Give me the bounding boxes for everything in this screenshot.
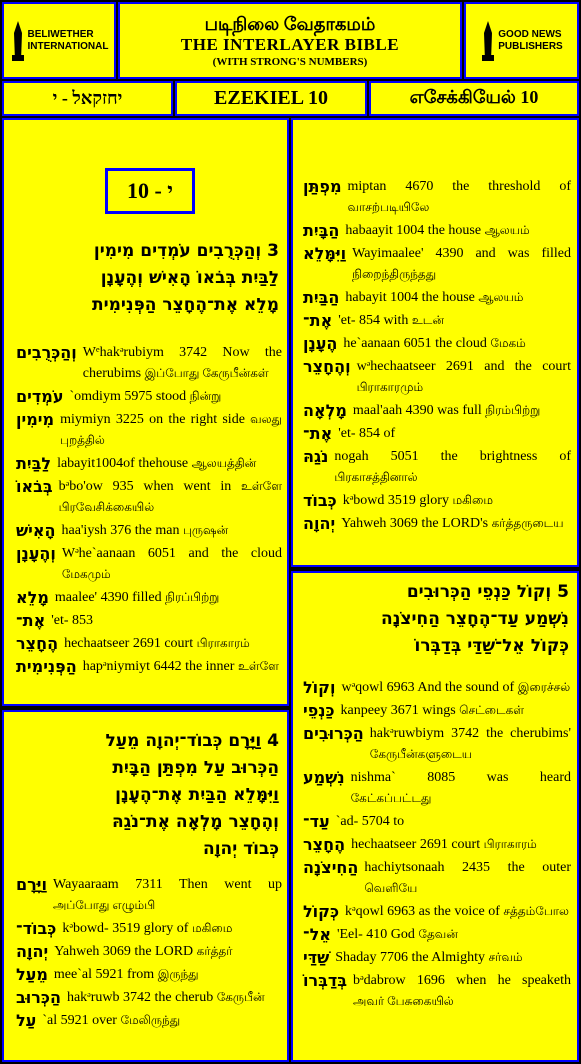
hebrew-line: כְּקוֹל אֵל־שַׁדַּי בְּדַבְּרוֹ	[414, 636, 569, 656]
verse3-entries	[16, 342, 282, 679]
tamil-gloss: மகிமை	[191, 921, 233, 935]
verse5-panel	[291, 571, 579, 1062]
english-gloss: habaayit 1004 the house	[345, 223, 482, 238]
gloss	[337, 924, 458, 945]
hebrew-word: וְהַכְּרֻבִים	[16, 343, 77, 362]
hebrew-word: כַּנְפֵי	[303, 701, 335, 720]
gloss	[83, 656, 279, 677]
tamil-gloss: ஆலயம்	[484, 223, 530, 237]
english-gloss: nogah 5051 the brightness of	[334, 449, 571, 464]
gloss	[353, 970, 571, 1012]
word-entry	[303, 176, 571, 218]
gloss	[348, 176, 571, 218]
word-entry	[303, 947, 571, 968]
word-entry	[16, 633, 282, 654]
hebrew-word: עַד־	[303, 812, 330, 831]
hebrew-word: לַבַּיִת	[16, 454, 52, 473]
gloss	[55, 587, 219, 608]
word-entry	[16, 987, 282, 1008]
gloss	[62, 918, 232, 939]
left-logo-line2: INTERNATIONAL	[27, 40, 109, 52]
english-gloss: he`aanaan 6051 the cloud	[343, 336, 487, 351]
hebrew-word: בְּבֹאוֹ	[16, 477, 53, 496]
hebrew-word: אֶת־	[16, 611, 46, 630]
book-english: EZEKIEL 10	[175, 81, 367, 116]
gloss	[64, 633, 250, 654]
hebrew-word: וַיִּמָּלֵא	[303, 244, 347, 263]
subtitle: (WITH STRONG'S NUMBERS)	[212, 55, 368, 68]
gloss	[57, 453, 256, 474]
tamil-gloss: ஆலயத்தின்	[191, 456, 257, 470]
english-gloss: hapᵊniymiyt 6442 the inner	[82, 659, 235, 674]
hebrew-word: עֹמְדִים	[16, 387, 64, 406]
word-entry	[303, 446, 571, 488]
hebrew-word: נֹגַהּ	[303, 447, 329, 466]
hebrew-word: יְהוָה	[16, 942, 49, 961]
tower-icon	[10, 21, 26, 61]
word-entry	[16, 453, 282, 474]
word-entry	[303, 287, 571, 308]
english-gloss: haa'iysh 376 the man	[61, 523, 180, 538]
hebrew-word: בְּדַבְּרוֹ	[303, 971, 348, 990]
tamil-gloss: உடன்	[411, 313, 444, 327]
tamil-gloss: தேவன்	[418, 927, 458, 941]
gloss	[351, 767, 571, 809]
english-gloss: bᵊdabrow 1696 when he speaketh	[353, 973, 571, 988]
hebrew-line: כְּבוֹד יְהוָה	[203, 839, 279, 859]
right-logo-line1: GOOD NEWS	[498, 28, 562, 40]
hebrew-word: מָלְאָה	[303, 401, 347, 420]
hebrew-word: יְהוָה	[303, 514, 336, 533]
english-gloss: wᵊhechaatseer 2691 and the court	[356, 359, 571, 374]
hebrew-line: לַבַּיִת בְּבֹאוֹ הָאִישׁ וְהֶעָנָן	[100, 268, 279, 288]
word-entry	[303, 924, 571, 945]
tamil-gloss: சர்வம்	[488, 950, 523, 964]
word-entry	[16, 941, 282, 962]
english-gloss: labayit1004of thehouse	[57, 456, 189, 471]
english-gloss: mee`al 5921 from	[53, 967, 155, 982]
tamil-gloss: செட்டைகள்	[459, 703, 525, 717]
english-gloss: hechaatseer 2691 court	[351, 837, 481, 852]
tamil-gloss: இரைச்சல்	[517, 680, 571, 694]
hebrew-word: הָאִישׁ	[16, 521, 56, 540]
english-gloss: 'Eel- 410 God	[336, 927, 415, 942]
word-entry	[16, 1010, 282, 1031]
hebrew-word: הַבַּיִת	[303, 288, 340, 307]
english-gloss: Wᵉhakᵊrubiym 3742 Now the cherubims	[82, 345, 282, 381]
hebrew-line: נִשְׁמַע עַד־הֶחָצֵר הַחִיצֹנָה	[381, 609, 569, 629]
left-logo-line1: BELIWETHER	[27, 28, 94, 40]
tamil-gloss: சத்தம்போல	[503, 904, 569, 918]
gloss	[357, 356, 571, 398]
gloss	[338, 310, 444, 331]
english-gloss: maalee' 4390 filled	[54, 590, 162, 605]
word-entry	[303, 700, 571, 721]
hebrew-word: הֶחָצֵר	[16, 634, 59, 653]
gloss	[42, 1010, 180, 1031]
tamil-gloss: அப்போது எழும்பி	[52, 898, 156, 912]
word-entry	[303, 901, 571, 922]
gloss	[61, 520, 228, 541]
word-entry	[303, 220, 571, 241]
tamil-gloss: பிராகாரம்	[483, 837, 537, 851]
english-gloss: Yahweh 3069 the LORD's	[341, 516, 489, 531]
word-entry	[16, 918, 282, 939]
word-entry	[303, 423, 571, 444]
english-gloss: `ad- 5704 to	[335, 814, 405, 829]
gloss	[351, 834, 537, 855]
tamil-gloss: மேகம்	[490, 336, 526, 350]
tamil-gloss: நிரம்பிற்று	[485, 403, 541, 417]
hebrew-word: הַכְּרוּבִים	[303, 724, 364, 743]
hebrew-line: הַכְּרוּב עַל מִפְתַּן הַבָּיִת	[112, 758, 279, 778]
gloss	[70, 386, 222, 407]
book-tamil: எசேக்கியேல் 10	[369, 81, 579, 116]
english-gloss: Wayimaalee' 4390 and was filled	[352, 246, 571, 261]
word-entry	[303, 970, 571, 1012]
tamil-gloss: வலது புறத்தில்	[60, 412, 282, 447]
english-gloss: wᵊqowl 6963 And the sound of	[341, 680, 515, 695]
tamil-gloss: நின்று	[189, 389, 222, 403]
verse3-cont-entries	[303, 176, 571, 536]
english-gloss: 'et- 854 of	[338, 426, 396, 441]
word-entry	[303, 513, 571, 534]
gloss	[51, 610, 93, 631]
tamil-gloss: வாசற்படியிலே	[347, 200, 430, 214]
beliwether-logo	[2, 2, 116, 79]
gloss	[343, 333, 525, 354]
english-gloss: 'et- 853	[51, 613, 94, 628]
gloss	[352, 243, 571, 285]
gloss	[341, 677, 570, 698]
hebrew-word: הֶעָנָן	[303, 334, 338, 353]
english-gloss: miymiyn 3225 on the right side	[60, 412, 245, 427]
english-gloss: hakᵊruwb 3742 the cherub	[66, 990, 214, 1005]
tamil-gloss: கர்த்தர்	[196, 944, 233, 958]
tamil-gloss: நிரப்பிற்று	[165, 590, 220, 604]
verse4-hebrew	[106, 728, 279, 863]
hebrew-word: וְהֶעָנָן	[16, 544, 56, 563]
tamil-gloss: நிறைந்திருந்தது	[352, 267, 437, 281]
gloss	[67, 987, 265, 1008]
gloss	[53, 874, 282, 916]
english-gloss: hakᵊruwbiym 3742 the cherubims'	[369, 726, 571, 741]
hebrew-word: הַבָּיִת	[303, 221, 340, 240]
tamil-gloss: இருந்து	[157, 967, 199, 981]
tamil-gloss: உள்ளே	[237, 659, 279, 673]
book-hebrew: יחזקאל - י	[2, 81, 173, 116]
word-entry	[16, 520, 282, 541]
english-gloss: hachiytsonaah 2435 the outer	[364, 860, 571, 875]
gloss	[59, 476, 282, 518]
english-gloss: miptan 4670 the threshold of	[347, 179, 571, 194]
english-gloss: kᵊqowl 6963 as the voice of	[345, 904, 500, 919]
tamil-gloss: ஆலயம்	[478, 290, 524, 304]
gloss	[345, 287, 523, 308]
hebrew-line: 3 וְהַכְּרֻבִים עֹמְדִים מִימִין	[93, 241, 279, 261]
hebrew-word: הַפְּנִימִית	[16, 657, 77, 676]
gloss	[62, 543, 282, 585]
verse4-panel	[2, 710, 289, 1062]
hebrew-line: וַיִּמָּלֵא הַבַּיִת אֶת־הֶעָנָן	[115, 785, 279, 805]
english-gloss: Wᵊhe`aanaan 6051 and the cloud	[61, 546, 282, 561]
gloss	[83, 342, 282, 384]
verse3-continued-panel	[291, 118, 579, 567]
verse-label: י - 10	[105, 168, 195, 214]
word-entry	[16, 656, 282, 677]
verse5-entries	[303, 677, 571, 1014]
tamil-gloss: கேட்கப்பட்டது	[350, 791, 432, 805]
hebrew-line: 5 וְקוֹל כַּנְפֵי הַכְּרוּבִים	[406, 582, 569, 602]
word-entry	[16, 476, 282, 518]
gloss	[341, 700, 525, 721]
english-gloss: 'et- 854 with	[338, 313, 409, 328]
english-gloss: kᵊbowd- 3519 glory of	[62, 921, 189, 936]
gloss	[335, 947, 522, 968]
word-entry	[303, 333, 571, 354]
tamil-gloss: பிராகாரம்	[196, 636, 250, 650]
tamil-gloss: மேகமும்	[61, 567, 111, 581]
english-gloss: kᵊbowd 3519 glory	[342, 493, 449, 508]
word-entry	[303, 834, 571, 855]
word-entry	[16, 964, 282, 985]
english-gloss: nishma` 8085 was heard	[350, 770, 571, 785]
tamil-gloss: அவர் பேசுகையில்	[353, 994, 454, 1008]
word-entry	[16, 409, 282, 451]
tamil-gloss: கேருபீன்களுடைய	[369, 747, 473, 761]
hebrew-word: מֵעַל	[16, 965, 48, 984]
english-gloss: Wayaaraam 7311 Then went up	[52, 877, 282, 892]
goodnews-logo	[464, 2, 579, 79]
word-entry	[303, 400, 571, 421]
word-entry	[16, 386, 282, 407]
word-entry	[16, 543, 282, 585]
gloss	[336, 811, 404, 832]
english-gloss: hechaatseer 2691 court	[64, 636, 194, 651]
word-entry	[16, 587, 282, 608]
hebrew-word: וְקוֹל	[303, 678, 336, 697]
word-entry	[303, 356, 571, 398]
hebrew-word: כְּקוֹל	[303, 902, 340, 921]
gloss	[370, 723, 571, 765]
hebrew-word: אֶת־	[303, 424, 333, 443]
hebrew-word: הֶחָצֵר	[303, 835, 346, 854]
gloss	[338, 423, 395, 444]
word-entry	[303, 243, 571, 285]
gloss	[343, 490, 493, 511]
tamil-gloss: மேலிருந்து	[120, 1013, 181, 1027]
verse4-entries	[16, 874, 282, 1033]
hebrew-word: אֵל־	[303, 925, 331, 944]
english-gloss: habayit 1004 the house	[345, 290, 475, 305]
hebrew-word: מִימִין	[16, 410, 55, 429]
tower-icon	[480, 21, 496, 61]
hebrew-line: 4 וַיָּרָם כְּבוֹד־יְהוָה מֵעַל	[105, 731, 279, 751]
english-gloss: maal'aah 4390 was full	[352, 403, 482, 418]
gloss	[54, 941, 232, 962]
hebrew-line: מָלֵא אֶת־הֶחָצֵר הַפְּנִימִית	[91, 295, 279, 315]
tamil-gloss: மகிமை	[452, 493, 493, 507]
gloss	[54, 964, 199, 985]
title-tamil: படிநிலை வேதாகமம்	[204, 13, 376, 34]
tamil-gloss: இப்போது கேருபீன்கள்	[144, 366, 269, 380]
hebrew-line: וְהֶחָצֵר מָלְאָה אֶת־נֹגַהּ	[111, 812, 279, 832]
gloss	[353, 400, 540, 421]
tamil-gloss: பிராகாரமும்	[356, 380, 424, 394]
word-entry	[303, 857, 571, 899]
english-gloss: `al 5921 over	[42, 1013, 117, 1028]
verse3-hebrew	[92, 238, 279, 319]
right-logo-line2: PUBLISHERS	[498, 40, 563, 52]
hebrew-word: כְּבוֹד־	[16, 919, 57, 938]
hebrew-word: מִפְתַּן	[303, 177, 342, 196]
gloss	[364, 857, 571, 899]
hebrew-word: עַל	[16, 1011, 37, 1030]
hebrew-word: שַׁדַּי	[303, 948, 330, 967]
word-entry	[303, 723, 571, 765]
tamil-gloss: உள்ளே பிரவேசிக்கையில்	[58, 479, 283, 514]
verse3-panel	[2, 118, 289, 706]
gloss	[341, 513, 563, 534]
hebrew-word: אֶת־	[303, 311, 333, 330]
tamil-gloss: கேருபீன்	[216, 990, 265, 1004]
gloss	[60, 409, 282, 451]
tamil-gloss: புருஷன்	[182, 523, 229, 537]
english-gloss: `omdiym 5975 stood	[69, 389, 187, 404]
hebrew-word: נִשְׁמַע	[303, 768, 345, 787]
word-entry	[16, 342, 282, 384]
title-box	[118, 2, 462, 79]
word-entry	[303, 767, 571, 809]
gloss	[345, 220, 529, 241]
tamil-gloss: கர்த்தருடைய	[491, 516, 564, 530]
english-gloss: kanpeey 3671 wings	[340, 703, 456, 718]
title-english: THE INTERLAYER BIBLE	[180, 34, 400, 54]
hebrew-word: וַיָּרָם	[16, 875, 47, 894]
verse5-hebrew	[381, 579, 569, 660]
hebrew-word: הַכְּרוּב	[16, 988, 61, 1007]
hebrew-word: הַחִיצֹנָה	[303, 858, 359, 877]
word-entry	[303, 490, 571, 511]
word-entry	[16, 610, 282, 631]
hebrew-word: מָלֵא	[16, 588, 49, 607]
word-entry	[16, 874, 282, 916]
gloss	[334, 446, 571, 488]
hebrew-word: כְּבוֹד	[303, 491, 337, 510]
tamil-gloss: வெளியே	[364, 881, 418, 895]
gloss	[345, 901, 569, 922]
english-gloss: Shaday 7706 the Almighty	[335, 950, 485, 965]
tamil-gloss: பிரகாசத்தினால்	[334, 470, 418, 484]
word-entry	[303, 310, 571, 331]
word-entry	[303, 811, 571, 832]
word-entry	[303, 677, 571, 698]
hebrew-word: וְהֶחָצֵר	[303, 357, 351, 376]
english-gloss: Yahweh 3069 the LORD	[54, 944, 194, 959]
english-gloss: bᵊbo'ow 935 when went in	[58, 479, 232, 494]
